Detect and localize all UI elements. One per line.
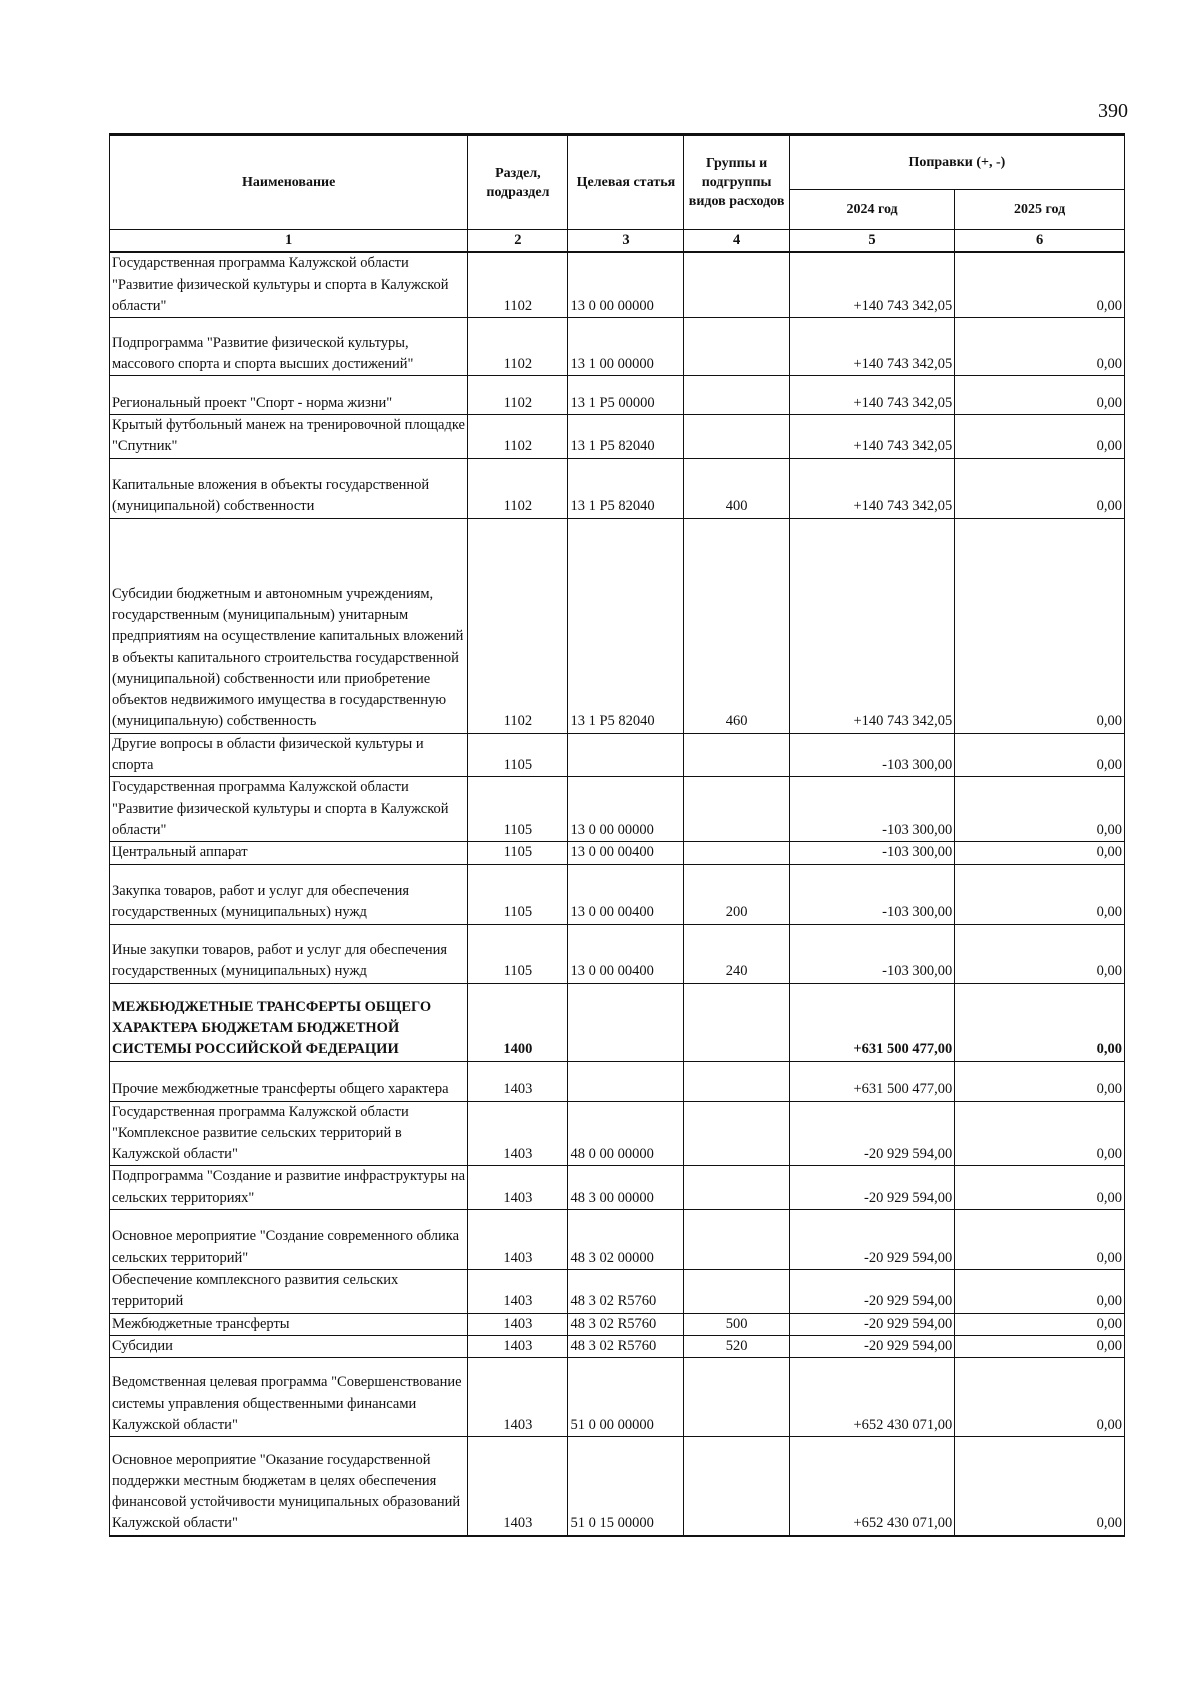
table-row xyxy=(110,983,1125,1061)
row-group xyxy=(684,376,789,415)
row-target xyxy=(568,983,684,1061)
row-group: 400 xyxy=(684,458,789,518)
row-section: 1403 xyxy=(468,1061,568,1101)
row-amount-2024: +631 500 477,00 xyxy=(789,983,954,1061)
row-amount-2025: 0,00 xyxy=(955,376,1125,415)
row-amount-2025: 0,00 xyxy=(955,1270,1125,1314)
table-row xyxy=(110,1335,1125,1357)
row-amount-2025: 0,00 xyxy=(955,1335,1125,1357)
row-name: Прочие межбюджетные трансферты общего характера xyxy=(110,1061,468,1101)
row-group xyxy=(684,983,789,1061)
row-name: МЕЖБЮДЖЕТНЫЕ ТРАНСФЕРТЫ ОБЩЕГО ХАРАКТЕРА БЮДЖЕТАМ БЮДЖЕТНОЙ СИСТЕМЫ РОССИЙСКОЙ ФЕДЕРАЦИИ xyxy=(110,983,468,1061)
page-number: 390 xyxy=(1098,100,1128,122)
row-target: 13 0 00 00400 xyxy=(568,864,684,924)
row-section: 1403 xyxy=(468,1437,568,1536)
row-target: 13 1 P5 00000 xyxy=(568,376,684,415)
row-amount-2024: -20 929 594,00 xyxy=(789,1335,954,1357)
row-target: 13 1 P5 82040 xyxy=(568,518,684,733)
row-name: Государственная программа Калужской области "Развитие физической культуры и спорта в Калужской области" xyxy=(110,777,468,842)
row-amount-2025: 0,00 xyxy=(955,924,1125,983)
row-group xyxy=(684,1358,789,1437)
row-target: 13 0 00 00000 xyxy=(568,777,684,842)
column-number: 6 xyxy=(955,230,1125,253)
row-group xyxy=(684,1101,789,1166)
column-number: 5 xyxy=(789,230,954,253)
row-amount-2024: -103 300,00 xyxy=(789,733,954,777)
row-section: 1403 xyxy=(468,1270,568,1314)
row-name: Региональный проект "Спорт - норма жизни" xyxy=(110,376,468,415)
table-row xyxy=(110,924,1125,983)
row-amount-2025: 0,00 xyxy=(955,1358,1125,1437)
row-amount-2024: -103 300,00 xyxy=(789,924,954,983)
row-target xyxy=(568,1061,684,1101)
row-target: 13 1 P5 82040 xyxy=(568,458,684,518)
row-group xyxy=(684,318,789,376)
table-row xyxy=(110,842,1125,864)
row-section: 1403 xyxy=(468,1210,568,1270)
row-group xyxy=(684,733,789,777)
row-target: 51 0 00 00000 xyxy=(568,1358,684,1437)
row-name: Крытый футбольный манеж на тренировочной площадке "Спутник" xyxy=(110,415,468,459)
row-target: 48 3 02 R5760 xyxy=(568,1270,684,1314)
row-amount-2024: -103 300,00 xyxy=(789,777,954,842)
row-target: 48 3 00 00000 xyxy=(568,1166,684,1210)
table-row xyxy=(110,518,1125,733)
row-amount-2025: 0,00 xyxy=(955,1313,1125,1335)
row-group: 460 xyxy=(684,518,789,733)
row-section: 1105 xyxy=(468,864,568,924)
row-section: 1102 xyxy=(468,518,568,733)
row-amount-2024: -20 929 594,00 xyxy=(789,1101,954,1166)
column-number: 3 xyxy=(568,230,684,253)
row-section: 1403 xyxy=(468,1335,568,1357)
row-amount-2025: 0,00 xyxy=(955,842,1125,864)
header-groups: Группы и подгруппы видов расходов xyxy=(684,135,789,230)
row-amount-2024: +140 743 342,05 xyxy=(789,252,954,317)
row-target: 48 3 02 R5760 xyxy=(568,1335,684,1357)
row-section: 1400 xyxy=(468,983,568,1061)
row-section: 1102 xyxy=(468,458,568,518)
row-amount-2025: 0,00 xyxy=(955,318,1125,376)
table-row xyxy=(110,318,1125,376)
row-target: 48 3 02 R5760 xyxy=(568,1313,684,1335)
row-amount-2024: +140 743 342,05 xyxy=(789,318,954,376)
row-name: Государственная программа Калужской области "Развитие физической культуры и спорта в Калужской области" xyxy=(110,252,468,317)
row-name: Основное мероприятие "Оказание государственной поддержки местным бюджетам в целях обеспечения финансовой устойчивости муниципальных образований Калужской области" xyxy=(110,1437,468,1536)
table-row xyxy=(110,1358,1125,1437)
row-group: 500 xyxy=(684,1313,789,1335)
row-amount-2024: -103 300,00 xyxy=(789,842,954,864)
table-row xyxy=(110,1270,1125,1314)
header-section: Раздел, подраздел xyxy=(468,135,568,230)
table-row xyxy=(110,415,1125,459)
row-amount-2025: 0,00 xyxy=(955,864,1125,924)
row-target: 51 0 15 00000 xyxy=(568,1437,684,1536)
row-amount-2024: +140 743 342,05 xyxy=(789,458,954,518)
table-body xyxy=(110,252,1125,1535)
row-name: Межбюджетные трансферты xyxy=(110,1313,468,1335)
row-section: 1102 xyxy=(468,252,568,317)
table-row xyxy=(110,1101,1125,1166)
row-amount-2024: -103 300,00 xyxy=(789,864,954,924)
row-group xyxy=(684,1210,789,1270)
row-section: 1102 xyxy=(468,376,568,415)
table-row xyxy=(110,733,1125,777)
row-group xyxy=(684,1437,789,1536)
table-row xyxy=(110,1166,1125,1210)
row-name: Основное мероприятие "Создание современного облика сельских территорий" xyxy=(110,1210,468,1270)
row-target xyxy=(568,733,684,777)
row-name: Ведомственная целевая программа "Совершенствование системы управления общественными финансами Калужской области" xyxy=(110,1358,468,1437)
table-row xyxy=(110,1313,1125,1335)
header-name: Наименование xyxy=(110,135,468,230)
row-group xyxy=(684,252,789,317)
row-name: Другие вопросы в области физической культуры и спорта xyxy=(110,733,468,777)
header-year-2024: 2024 год xyxy=(789,190,954,230)
row-name: Обеспечение комплексного развития сельских территорий xyxy=(110,1270,468,1314)
row-amount-2025: 0,00 xyxy=(955,777,1125,842)
row-amount-2024: +140 743 342,05 xyxy=(789,376,954,415)
row-group xyxy=(684,1061,789,1101)
table-row xyxy=(110,864,1125,924)
row-amount-2024: +140 743 342,05 xyxy=(789,415,954,459)
row-amount-2024: -20 929 594,00 xyxy=(789,1270,954,1314)
row-section: 1403 xyxy=(468,1358,568,1437)
row-section: 1102 xyxy=(468,318,568,376)
row-amount-2024: +631 500 477,00 xyxy=(789,1061,954,1101)
table-row xyxy=(110,376,1125,415)
row-amount-2024: +652 430 071,00 xyxy=(789,1437,954,1536)
row-amount-2025: 0,00 xyxy=(955,983,1125,1061)
table-row xyxy=(110,458,1125,518)
row-group xyxy=(684,1270,789,1314)
row-target: 13 0 00 00400 xyxy=(568,842,684,864)
row-amount-2025: 0,00 xyxy=(955,518,1125,733)
table-row xyxy=(110,777,1125,842)
row-group xyxy=(684,415,789,459)
row-target: 48 0 00 00000 xyxy=(568,1101,684,1166)
table-row xyxy=(110,1210,1125,1270)
row-group: 200 xyxy=(684,864,789,924)
row-target: 13 1 00 00000 xyxy=(568,318,684,376)
row-amount-2024: +652 430 071,00 xyxy=(789,1358,954,1437)
row-target: 13 1 P5 82040 xyxy=(568,415,684,459)
row-section: 1102 xyxy=(468,415,568,459)
row-name: Иные закупки товаров, работ и услуг для обеспечения государственных (муниципальных) нужд xyxy=(110,924,468,983)
table-row xyxy=(110,1061,1125,1101)
row-target: 13 0 00 00000 xyxy=(568,252,684,317)
row-name: Капитальные вложения в объекты государственной (муниципальной) собственности xyxy=(110,458,468,518)
row-name: Государственная программа Калужской области "Комплексное развитие сельских территорий в Калужской области" xyxy=(110,1101,468,1166)
header-year-2025: 2025 год xyxy=(955,190,1125,230)
column-number: 2 xyxy=(468,230,568,253)
row-group: 240 xyxy=(684,924,789,983)
row-amount-2025: 0,00 xyxy=(955,1101,1125,1166)
row-amount-2025: 0,00 xyxy=(955,1166,1125,1210)
row-name: Субсидии xyxy=(110,1335,468,1357)
row-group xyxy=(684,842,789,864)
row-amount-2024: -20 929 594,00 xyxy=(789,1210,954,1270)
row-section: 1403 xyxy=(468,1313,568,1335)
row-amount-2025: 0,00 xyxy=(955,1437,1125,1536)
row-name: Субсидии бюджетным и автономным учреждениям, государственным (муниципальным) унитарным предприятиям на осуществление капитальных вложений в объекты капитального строительства государственной (муниципальной) собственности или приобретение объектов недвижимого имущества в государственную (муниципальную) собственность xyxy=(110,518,468,733)
row-amount-2024: -20 929 594,00 xyxy=(789,1313,954,1335)
row-name: Центральный аппарат xyxy=(110,842,468,864)
row-group: 520 xyxy=(684,1335,789,1357)
row-name: Подпрограмма "Создание и развитие инфраструктуры на сельских территориях" xyxy=(110,1166,468,1210)
row-section: 1403 xyxy=(468,1101,568,1166)
table-row xyxy=(110,252,1125,317)
row-amount-2025: 0,00 xyxy=(955,1061,1125,1101)
column-number: 4 xyxy=(684,230,789,253)
column-number: 1 xyxy=(110,230,468,253)
row-amount-2025: 0,00 xyxy=(955,252,1125,317)
row-amount-2025: 0,00 xyxy=(955,1210,1125,1270)
table-row xyxy=(110,1437,1125,1536)
row-amount-2024: +140 743 342,05 xyxy=(789,518,954,733)
budget-amendments-table xyxy=(109,133,1125,1537)
row-section: 1105 xyxy=(468,733,568,777)
row-section: 1403 xyxy=(468,1166,568,1210)
row-section: 1105 xyxy=(468,842,568,864)
row-section: 1105 xyxy=(468,924,568,983)
row-name: Закупка товаров, работ и услуг для обеспечения государственных (муниципальных) нужд xyxy=(110,864,468,924)
row-amount-2025: 0,00 xyxy=(955,733,1125,777)
row-target: 13 0 00 00400 xyxy=(568,924,684,983)
row-group xyxy=(684,1166,789,1210)
row-name: Подпрограмма "Развитие физической культуры, массового спорта и спорта высших достижений" xyxy=(110,318,468,376)
header-target: Целевая статья xyxy=(568,135,684,230)
header-amendments: Поправки (+, -) xyxy=(789,135,1124,190)
row-amount-2025: 0,00 xyxy=(955,458,1125,518)
row-section: 1105 xyxy=(468,777,568,842)
row-target: 48 3 02 00000 xyxy=(568,1210,684,1270)
row-amount-2025: 0,00 xyxy=(955,415,1125,459)
row-group xyxy=(684,777,789,842)
row-amount-2024: -20 929 594,00 xyxy=(789,1166,954,1210)
